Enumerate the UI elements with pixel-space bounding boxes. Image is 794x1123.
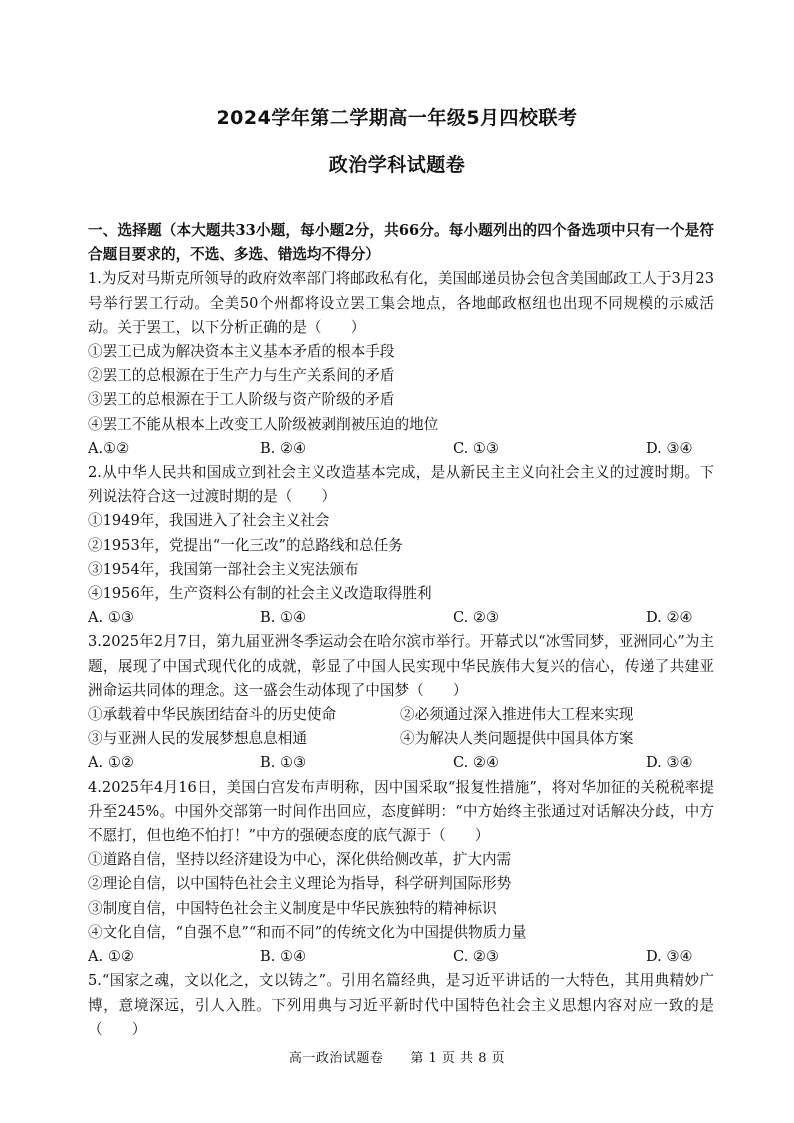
- question-stem: 4.2025年4月16日，美国白宫发布声明称，因中国采取“报复性措施”，将对华加征的关税税率提升至245%。中国外交部第一时间作出回应，态度鲜明：“中方始终主张通过对话解决分歧，中方不愿打，但也绝不怕打！”中方的强硬态度的底气源于（ ）: [88, 778, 714, 845]
- answer-options: [88, 751, 714, 775]
- statement: ④为解决人类问题提供中国具体方案: [400, 730, 634, 748]
- question-3: [88, 630, 714, 775]
- option-c: C. ②③: [453, 609, 500, 627]
- option-d: D. ③④: [646, 439, 693, 457]
- option-b: B. ②④: [260, 439, 307, 457]
- answer-options: [88, 945, 714, 969]
- question-content: [88, 219, 714, 1042]
- statement: ②1953年，党提出“一化三改”的总路线和总任务: [88, 536, 403, 554]
- statement: ②罢工的总根源在于生产力与生产关系间的矛盾: [88, 367, 395, 385]
- question-1: [88, 267, 714, 461]
- statement: ③与亚洲人民的发展梦想息息相通: [88, 730, 307, 748]
- option-c: C. ①③: [453, 439, 500, 457]
- question-stem: 2.从中华人民共和国成立到社会主义改造基本完成，是从新民主主义向社会主义的过渡时期。下列说法符合这一过渡时期的是（ ）: [88, 464, 714, 506]
- statement-row: [88, 727, 714, 751]
- question-4: [88, 776, 714, 970]
- option-d: D. ②④: [646, 609, 693, 627]
- question-stem: 5.“国家之魂，文以化之，文以铸之”。引用名篇经典，是习近平讲话的一大特色，其用典精妙广博，意境深远，引人入胜。下列用典与习近平新时代中国特色社会主义思想内容对应一致的是（ ）: [88, 972, 714, 1038]
- statement: ②必须通过深入推进伟大工程来实现: [400, 706, 634, 724]
- statement: ①承载着中华民族团结奋斗的历史使命: [88, 706, 337, 724]
- statement: ①罢工已成为解决资本主义基本矛盾的根本手段: [88, 343, 395, 361]
- section-heading: 一、选择题（本大题共33小题，每小题2分，共66分。每小题列出的四个备选项中只有一个是符合题目要求的，不选、多选、错选均不得分）: [88, 222, 714, 264]
- question-stem: 3.2025年2月7日，第九届亚洲冬季运动会在哈尔滨市举行。开幕式以“冰雪同梦，亚洲同心”为主题，展现了中国式现代化的成就，彰显了中国人民实现中华民族伟大复兴的信心，传递了共建亚洲命运共同体的理念。这一盛会生动体现了中国梦（ ）: [88, 633, 714, 699]
- option-d: D. ③④: [646, 948, 693, 966]
- statement: ④1956年，生产资料公有制的社会主义改造取得胜利: [88, 585, 432, 603]
- option-c: C. ②④: [453, 754, 500, 772]
- statement: ②理论自信，以中国特色社会主义理论为指导，科学研判国际形势: [88, 875, 512, 893]
- option-b: B. ①④: [260, 609, 307, 627]
- statement: ③制度自信，中国特色社会主义制度是中华民族独特的精神标识: [88, 899, 497, 917]
- question-stem: 1.为反对马斯克所领导的政府效率部门将邮政私有化，美国邮递员协会包含美国邮政工人于3月23号举行罢工行动。全美50个州都将设立罢工集会地点，各地邮政枢纽也出现不同规模的示威活动。关于罢工，以下分析正确的是（ ）: [88, 270, 714, 336]
- option-d: D. ③④: [646, 754, 693, 772]
- exam-title: 2024学年第二学期高一年级5月四校联考: [216, 107, 578, 129]
- statement: ④罢工不能从根本上改变工人阶级被剥削被压迫的地位: [88, 415, 439, 433]
- answer-options: [88, 606, 714, 630]
- option-b: B. ①③: [260, 754, 307, 772]
- statement-row: [88, 703, 714, 727]
- option-a: A.①②: [88, 439, 130, 457]
- option-b: B. ①④: [260, 948, 307, 966]
- statement: ①1949年，我国进入了社会主义社会: [88, 512, 330, 530]
- question-2: [88, 461, 714, 630]
- option-a: A. ①②: [88, 754, 134, 772]
- statement: ①道路自信，坚持以经济建设为中心，深化供给侧改革，扩大内需: [88, 851, 512, 869]
- option-c: C. ②③: [453, 948, 500, 966]
- statement: ④文化自信，“自强不息”“和而不同”的传统文化为中国提供物质力量: [88, 923, 527, 941]
- question-5: [88, 969, 714, 1042]
- statement: ③罢工的总根源在于工人阶级与资产阶级的矛盾: [88, 391, 395, 409]
- exam-subtitle: 政治学科试题卷: [328, 154, 466, 176]
- option-a: A. ①③: [88, 609, 134, 627]
- page-footer: 高一政治试题卷 第 1 页 共 8 页: [288, 1051, 506, 1066]
- statement: ③1954年，我国第一部社会主义宪法颁布: [88, 560, 359, 578]
- answer-options: [88, 437, 714, 461]
- option-a: A. ①②: [88, 948, 134, 966]
